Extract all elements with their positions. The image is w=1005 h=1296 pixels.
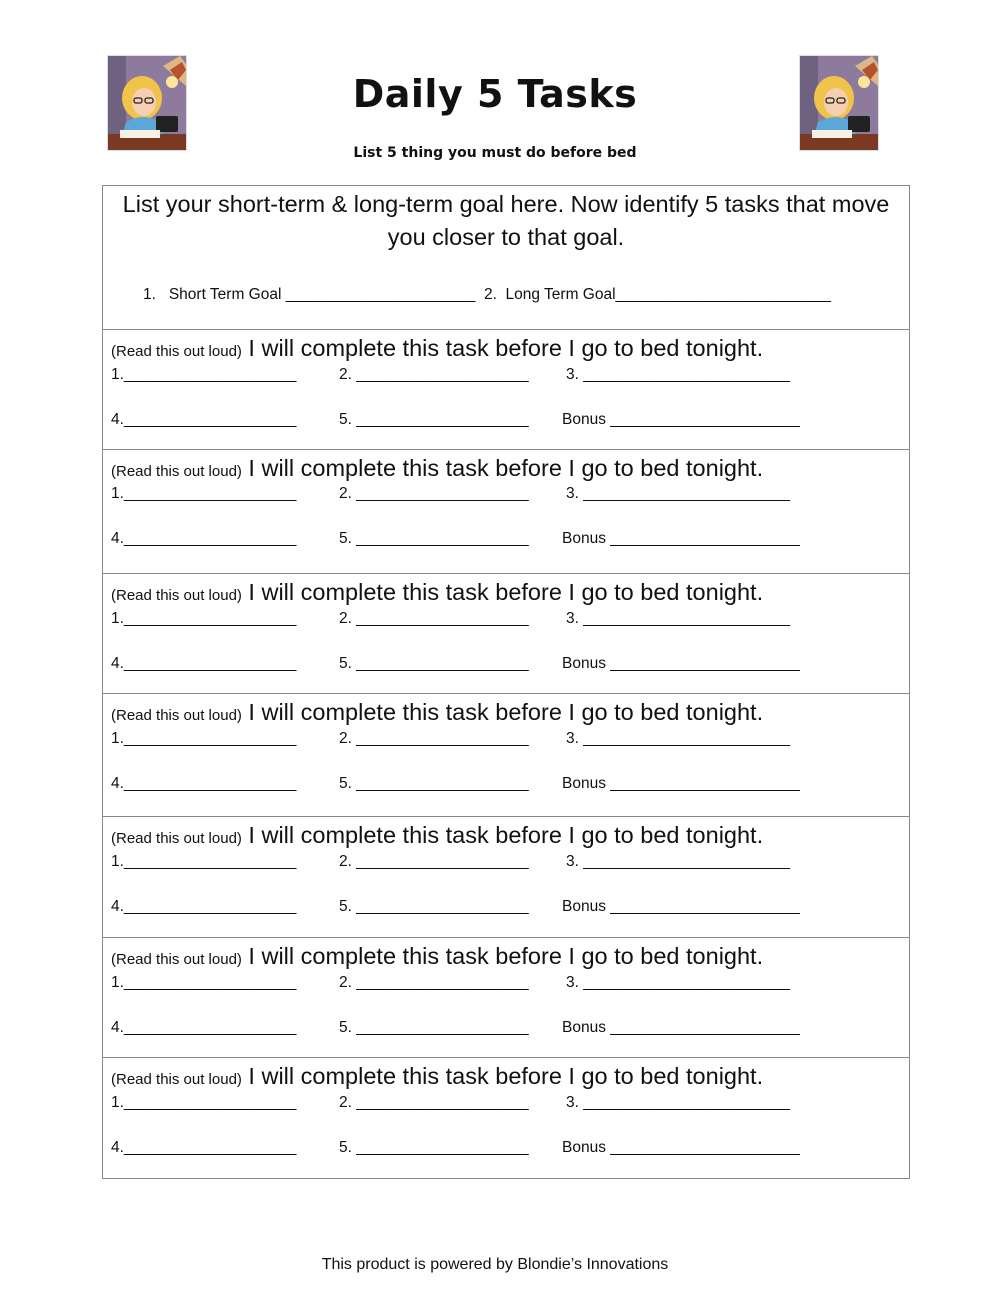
- task-3-field[interactable]: 3. ________________________: [566, 974, 791, 991]
- read-aloud-hint: (Read this out loud): [111, 951, 242, 968]
- goals-instruction: List your short-term & long-term goal here. Now identify 5 tasks that move you closer to that goal.: [122, 191, 890, 250]
- goal-fields: [143, 286, 831, 304]
- task-4-field[interactable]: 4.____________________: [111, 411, 297, 428]
- task-4-field[interactable]: 4.____________________: [111, 898, 297, 915]
- task-2-field[interactable]: 2. ____________________: [339, 974, 529, 991]
- task-1-field[interactable]: 1.____________________: [111, 974, 297, 991]
- task-5-field[interactable]: 5. ____________________: [339, 775, 529, 792]
- task-1-field[interactable]: 1.____________________: [111, 730, 297, 747]
- row-pledge: [111, 579, 763, 606]
- pledge-text: I will complete this task before I go to bed tonight.: [241, 943, 764, 969]
- task-row: [103, 817, 909, 938]
- read-aloud-hint: (Read this out loud): [111, 463, 242, 480]
- read-aloud-hint: (Read this out loud): [111, 1071, 242, 1088]
- bonus-task-field[interactable]: Bonus ______________________: [562, 655, 800, 672]
- goals-section: [103, 186, 909, 330]
- bonus-task-field[interactable]: Bonus ______________________: [562, 530, 800, 547]
- pledge-text: I will complete this task before I go to bed tonight.: [241, 335, 764, 361]
- task-1-field[interactable]: 1.____________________: [111, 610, 297, 627]
- row-pledge: [111, 943, 763, 970]
- task-4-field[interactable]: 4.____________________: [111, 655, 297, 672]
- task-4-field[interactable]: 4.____________________: [111, 530, 297, 547]
- task-3-field[interactable]: 3. ________________________: [566, 1094, 791, 1111]
- short-term-goal-field[interactable]: ______________________: [285, 286, 476, 303]
- task-5-field[interactable]: 5. ____________________: [339, 1139, 529, 1156]
- row-pledge: [111, 822, 763, 849]
- task-2-field[interactable]: 2. ____________________: [339, 730, 529, 747]
- task-row: [103, 694, 909, 817]
- task-2-field[interactable]: 2. ____________________: [339, 853, 529, 870]
- task-1-field[interactable]: 1.____________________: [111, 853, 297, 870]
- read-aloud-hint: (Read this out loud): [111, 830, 242, 847]
- task-3-field[interactable]: 3. ________________________: [566, 610, 791, 627]
- task-2-field[interactable]: 2. ____________________: [339, 485, 529, 502]
- task-5-field[interactable]: 5. ____________________: [339, 655, 529, 672]
- task-4-field[interactable]: 4.____________________: [111, 1019, 297, 1036]
- task-1-field[interactable]: 1.____________________: [111, 485, 297, 502]
- task-5-field[interactable]: 5. ____________________: [339, 411, 529, 428]
- task-3-field[interactable]: 3. ________________________: [566, 366, 791, 383]
- bonus-task-field[interactable]: Bonus ______________________: [562, 1139, 800, 1156]
- task-2-field[interactable]: 2. ____________________: [339, 366, 529, 383]
- pledge-text: I will complete this task before I go to bed tonight.: [241, 455, 764, 481]
- row-pledge: [111, 699, 763, 726]
- row-pledge: [111, 335, 763, 362]
- task-row: [103, 450, 909, 574]
- task-1-field[interactable]: 1.____________________: [111, 1094, 297, 1111]
- task-row: [103, 330, 909, 450]
- task-4-field[interactable]: 4.____________________: [111, 775, 297, 792]
- row-pledge: [111, 1063, 763, 1090]
- short-term-goal-label: 1. Short Term Goal: [143, 286, 286, 303]
- footer-credit: This product is powered by Blondie’s Innovations: [321, 1256, 669, 1273]
- pledge-text: I will complete this task before I go to bed tonight.: [241, 579, 764, 605]
- task-4-field[interactable]: 4.____________________: [111, 1139, 297, 1156]
- tasks-worksheet: [102, 185, 910, 1179]
- task-3-field[interactable]: 3. ________________________: [566, 730, 791, 747]
- pledge-text: I will complete this task before I go to bed tonight.: [241, 699, 764, 725]
- task-2-field[interactable]: 2. ____________________: [339, 1094, 529, 1111]
- task-row: [103, 938, 909, 1058]
- bonus-task-field[interactable]: Bonus ______________________: [562, 1019, 800, 1036]
- pledge-text: I will complete this task before I go to bed tonight.: [241, 822, 764, 848]
- task-5-field[interactable]: 5. ____________________: [339, 530, 529, 547]
- bonus-task-field[interactable]: Bonus ______________________: [562, 898, 800, 915]
- page-title: Daily 5 Tasks: [352, 72, 638, 116]
- bonus-task-field[interactable]: Bonus ______________________: [562, 411, 800, 428]
- task-row: [103, 1058, 909, 1178]
- task-3-field[interactable]: 3. ________________________: [566, 485, 791, 502]
- task-row: [103, 574, 909, 694]
- long-term-goal-field[interactable]: _________________________: [615, 286, 832, 303]
- page-subtitle: List 5 thing you must do before bed: [353, 145, 637, 161]
- task-5-field[interactable]: 5. ____________________: [339, 1019, 529, 1036]
- read-aloud-hint: (Read this out loud): [111, 343, 242, 360]
- task-1-field[interactable]: 1.____________________: [111, 366, 297, 383]
- read-aloud-hint: (Read this out loud): [111, 587, 242, 604]
- task-2-field[interactable]: 2. ____________________: [339, 610, 529, 627]
- task-5-field[interactable]: 5. ____________________: [339, 898, 529, 915]
- bonus-task-field[interactable]: Bonus ______________________: [562, 775, 800, 792]
- row-pledge: [111, 455, 763, 482]
- read-aloud-hint: (Read this out loud): [111, 707, 242, 724]
- pledge-text: I will complete this task before I go to bed tonight.: [241, 1063, 764, 1089]
- long-term-goal-label: 2. Long Term Goal: [484, 286, 616, 303]
- task-3-field[interactable]: 3. ________________________: [566, 853, 791, 870]
